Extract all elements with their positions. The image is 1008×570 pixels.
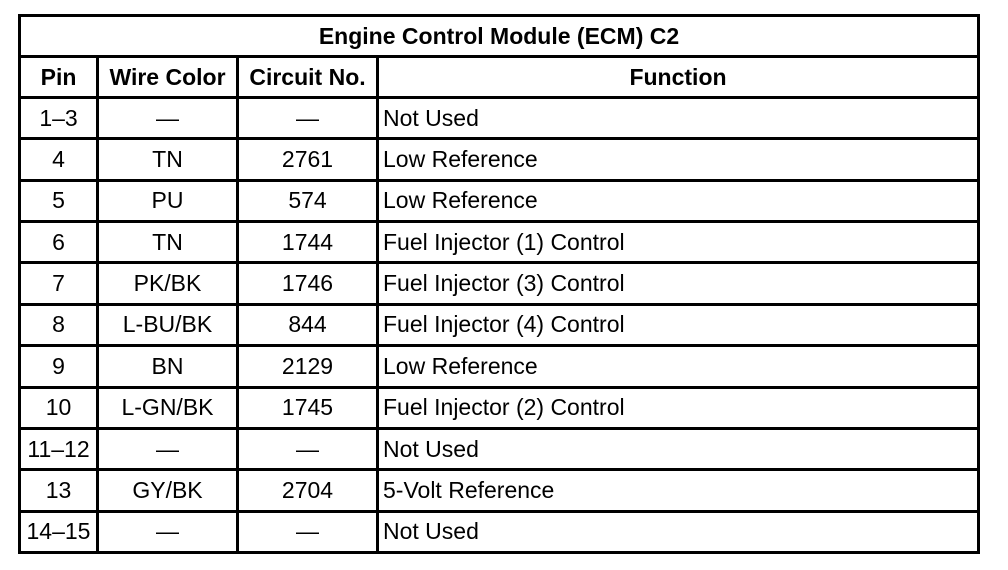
table-row (20, 428, 979, 469)
header-wire-color: Wire Color (98, 57, 238, 98)
cell-function: Low Reference (378, 346, 979, 387)
cell-function: Not Used (378, 511, 979, 552)
cell-pin: 1–3 (20, 98, 98, 139)
cell-wire-color: — (98, 428, 238, 469)
header-circuit-no: Circuit No. (238, 57, 378, 98)
cell-pin: 9 (20, 346, 98, 387)
table-row (20, 304, 979, 345)
cell-wire-color: — (98, 511, 238, 552)
table-row (20, 180, 979, 221)
cell-wire-color: — (98, 98, 238, 139)
cell-pin: 4 (20, 139, 98, 180)
cell-function: Low Reference (378, 139, 979, 180)
cell-wire-color: L-BU/BK (98, 304, 238, 345)
cell-circuit-no: 1744 (238, 222, 378, 263)
cell-circuit-no: — (238, 511, 378, 552)
cell-wire-color: BN (98, 346, 238, 387)
cell-wire-color: TN (98, 139, 238, 180)
cell-pin: 14–15 (20, 511, 98, 552)
cell-pin: 11–12 (20, 428, 98, 469)
cell-wire-color: TN (98, 222, 238, 263)
table-header-row (20, 57, 979, 98)
cell-pin: 5 (20, 180, 98, 221)
header-pin: Pin (20, 57, 98, 98)
cell-circuit-no: — (238, 428, 378, 469)
table-title-row (20, 16, 979, 57)
cell-function: Fuel Injector (2) Control (378, 387, 979, 428)
ecm-connector-table (18, 14, 980, 554)
cell-circuit-no: 1745 (238, 387, 378, 428)
cell-pin: 10 (20, 387, 98, 428)
table-row (20, 222, 979, 263)
cell-function: Low Reference (378, 180, 979, 221)
table-row (20, 98, 979, 139)
cell-function: Fuel Injector (4) Control (378, 304, 979, 345)
cell-circuit-no: 2129 (238, 346, 378, 387)
cell-pin: 8 (20, 304, 98, 345)
cell-circuit-no: — (238, 98, 378, 139)
cell-circuit-no: 2761 (238, 139, 378, 180)
table-row (20, 387, 979, 428)
cell-pin: 6 (20, 222, 98, 263)
table-title: Engine Control Module (ECM) C2 (20, 16, 979, 57)
cell-wire-color: GY/BK (98, 470, 238, 511)
table-row (20, 139, 979, 180)
cell-circuit-no: 574 (238, 180, 378, 221)
table-row (20, 346, 979, 387)
cell-function: Not Used (378, 98, 979, 139)
cell-circuit-no: 1746 (238, 263, 378, 304)
table-row (20, 263, 979, 304)
cell-wire-color: L-GN/BK (98, 387, 238, 428)
cell-wire-color: PU (98, 180, 238, 221)
cell-pin: 13 (20, 470, 98, 511)
cell-function: Not Used (378, 428, 979, 469)
cell-wire-color: PK/BK (98, 263, 238, 304)
cell-function: Fuel Injector (3) Control (378, 263, 979, 304)
cell-function: 5-Volt Reference (378, 470, 979, 511)
table-row (20, 511, 979, 552)
cell-circuit-no: 2704 (238, 470, 378, 511)
table-row (20, 470, 979, 511)
cell-circuit-no: 844 (238, 304, 378, 345)
cell-function: Fuel Injector (1) Control (378, 222, 979, 263)
header-function: Function (378, 57, 979, 98)
cell-pin: 7 (20, 263, 98, 304)
